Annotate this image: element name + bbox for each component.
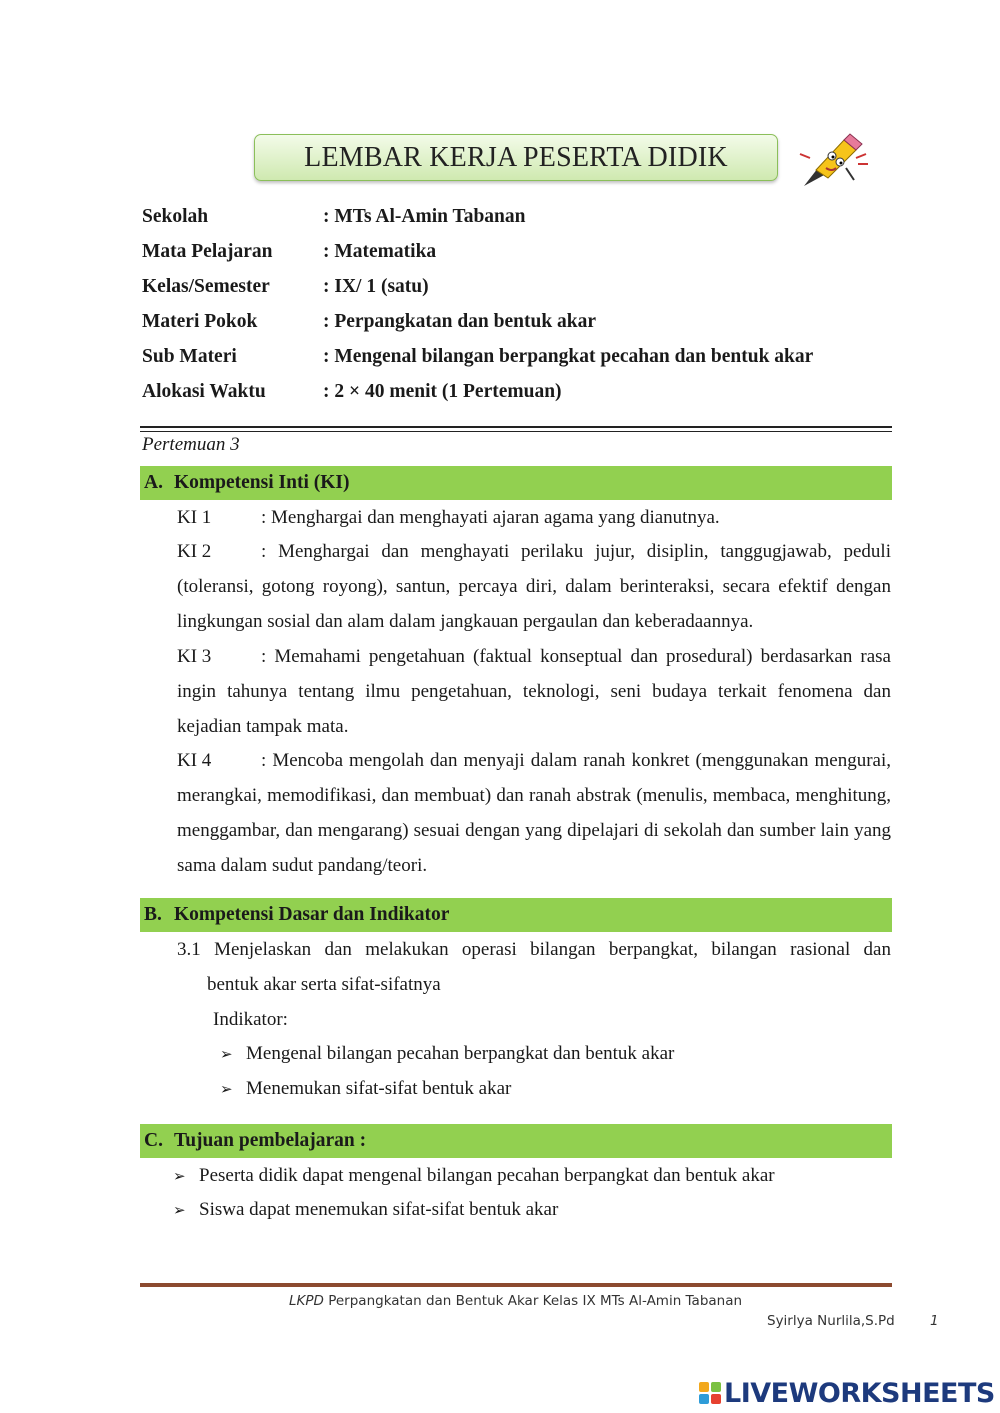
section-title: Kompetensi Inti (KI) [174, 472, 350, 493]
worksheet-title: LEMBAR KERJA PESERTA DIDIK [254, 134, 778, 181]
kd-line-2: bentuk akar serta sifat-sifatnya [207, 974, 441, 995]
footer-divider [140, 1283, 892, 1287]
meeting-label: Pertemuan 3 [142, 434, 240, 455]
pencil-mascot-icon [796, 128, 870, 190]
section-letter: C. [144, 1130, 163, 1151]
section-c-heading [140, 1124, 892, 1158]
info-label: Materi Pokok [142, 311, 258, 332]
info-label: Mata Pelajaran [142, 241, 273, 262]
info-value: : IX/ 1 (satu) [323, 276, 429, 297]
indicator-item [220, 1036, 674, 1072]
indicator-text: Menemukan sifat-sifat bentuk akar [246, 1078, 512, 1099]
info-label: Sub Materi [142, 346, 237, 367]
section-title: Tujuan pembelajaran : [174, 1130, 367, 1151]
liveworksheets-grid-icon [698, 1381, 722, 1405]
indicator-item [220, 1071, 511, 1107]
section-a-heading [140, 466, 892, 500]
ki-item-3 [177, 639, 891, 744]
brand-name: LIVEWORKSHEETS [724, 1377, 995, 1409]
ki-text: : Memahami pengetahuan (faktual konseptual dan prosedural) berdasarkan rasa ingin tahunya tentang ilmu pengetahuan, teknologi, seni budaya terkait fenomena dan kejadian tampak mata. [177, 646, 891, 737]
indikator-label: Indikator: [213, 1009, 288, 1030]
section-b-heading [140, 898, 892, 932]
liveworksheets-logo[interactable] [698, 1378, 995, 1408]
ki-text: : Mencoba mengolah dan menyaji dalam ranah konkret (menggunakan mengurai, merangkai, memodifikasi, dan membuat) dan ranah abstrak (menulis, membaca, menghitung, menggambar, dan mengarang) sesuai dengan yang dipelajari di sekolah dan sumber lain yang sama dalam sudut pandang/teori. [177, 750, 891, 876]
ki-code: KI 4 [177, 750, 212, 771]
goal-text: Siswa dapat menemukan sifat-sifat bentuk akar [199, 1199, 559, 1220]
arrow-bullet-icon: ➢ [220, 1045, 233, 1063]
info-value: : Perpangkatan dan bentuk akar [323, 311, 597, 332]
ki-code: KI 1 [177, 507, 212, 528]
indicator-text: Mengenal bilangan pecahan berpangkat dan bentuk akar [246, 1043, 675, 1064]
section-letter: B. [144, 904, 162, 925]
ki-item-2 [177, 534, 891, 639]
section-title: Kompetensi Dasar dan Indikator [174, 904, 450, 925]
kd-line-1: 3.1 Menjelaskan dan melakukan operasi bilangan berpangkat, bilangan rasional dan [177, 939, 891, 960]
info-value: : 2 × 40 menit (1 Pertemuan) [323, 381, 562, 402]
ki-item-1 [177, 500, 891, 535]
arrow-bullet-icon: ➢ [173, 1167, 186, 1185]
ki-item-4 [177, 743, 891, 883]
arrow-bullet-icon: ➢ [173, 1201, 186, 1219]
page-number: 1 [930, 1313, 939, 1329]
arrow-bullet-icon: ➢ [220, 1080, 233, 1098]
goal-item [173, 1158, 775, 1194]
goal-item [173, 1192, 558, 1228]
info-label: Kelas/Semester [142, 276, 270, 297]
info-value: : Mengenal bilangan berpangkat pecahan dan bentuk akar [323, 346, 814, 367]
info-label: Sekolah [142, 206, 209, 227]
ki-text: : Menghargai dan menghayati ajaran agama yang dianutnya. [261, 507, 720, 528]
info-label: Alokasi Waktu [142, 381, 266, 402]
ki-text: : Menghargai dan menghayati perilaku jujur, disiplin, tanggugjawab, peduli (toleransi, gotong royong), santun, percaya diri, dalam berinteraksi, secara efektif dengan lingkungan sosial dan alam dalam jangkauan pergaulan dan keberadaannya. [177, 541, 891, 632]
goal-text: Peserta didik dapat mengenal bilangan pecahan berpangkat dan bentuk akar [199, 1165, 775, 1186]
footer-prefix: LKPD [289, 1293, 324, 1309]
header-divider [140, 426, 892, 432]
section-letter: A. [144, 472, 163, 493]
info-value: : Matematika [323, 241, 437, 262]
footer-text: Perpangkatan dan Bentuk Akar Kelas IX MTs Al-Amin Tabanan [323, 1293, 743, 1309]
footer-caption [289, 1293, 742, 1309]
ki-code: KI 2 [177, 541, 212, 562]
info-value: : MTs Al-Amin Tabanan [323, 206, 526, 227]
footer-author: Syirlya Nurlila,S.Pd [767, 1313, 895, 1329]
ki-code: KI 3 [177, 646, 212, 667]
